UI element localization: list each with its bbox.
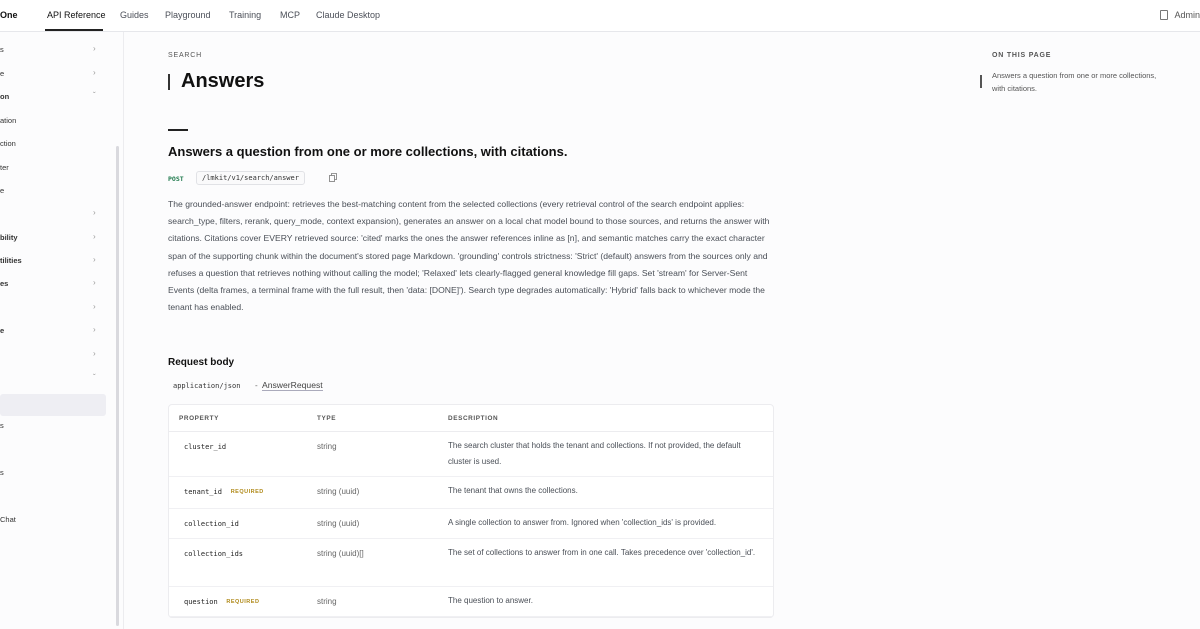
request-body-heading: Request body <box>168 357 235 368</box>
property-description: The tenant that owns the collections. <box>448 486 578 495</box>
endpoint-path: /lmkit/v1/search/answer <box>196 171 305 185</box>
sidebar-item-label: ter <box>0 163 9 172</box>
sidebar-item-label: es <box>0 279 9 288</box>
properties-table-header <box>169 405 773 432</box>
content-type: application/json <box>173 382 241 390</box>
chevron-right-icon[interactable]: › <box>93 349 96 358</box>
properties-table-body <box>169 432 773 617</box>
property-description: A single collection to answer from. Ignored when 'collection_ids' is provided. <box>448 518 717 527</box>
chevron-right-icon[interactable]: › <box>93 232 96 241</box>
sidebar-item-label: on <box>0 92 10 101</box>
property-name: question <box>184 598 218 606</box>
sidebar-item-label: s <box>0 45 4 54</box>
sidebar-item-label: tilities <box>0 256 22 265</box>
property-type: string <box>317 442 337 451</box>
properties-table <box>168 404 774 618</box>
sidebar-item-label: e <box>0 69 5 78</box>
page-title: Answers <box>181 70 265 92</box>
column-header-description: DESCRIPTION <box>448 415 499 422</box>
user-menu[interactable]: Admin <box>1174 10 1200 20</box>
property-type: string (uuid) <box>317 487 360 496</box>
chevron-right-icon[interactable]: › <box>93 208 96 217</box>
sidebar-item-label: s <box>0 468 4 477</box>
tab-training[interactable]: Training <box>229 10 262 20</box>
required-badge: REQUIRED <box>226 599 260 605</box>
copy-icon[interactable] <box>329 173 337 182</box>
table-row <box>169 587 773 617</box>
title-accent-bar <box>168 74 170 90</box>
sidebar-item-label: Chat <box>0 515 16 524</box>
tab-mcp[interactable]: MCP <box>280 10 300 20</box>
sidebar-active-highlight <box>0 394 106 416</box>
divider <box>168 129 188 131</box>
chevron-right-icon[interactable]: › <box>93 255 96 264</box>
endpoint-title: Answers a question from one or more collections, with citations. <box>168 144 568 159</box>
property-description: The set of collections to answer from in one call. Takes precedence over 'collection_id'. <box>448 548 756 557</box>
schema-link[interactable]: AnswerRequest <box>262 380 323 390</box>
column-header-type: TYPE <box>317 415 337 422</box>
table-row <box>169 432 773 477</box>
property-type: string (uuid) <box>317 519 360 528</box>
property-name: tenant_id <box>184 488 222 496</box>
required-badge: REQUIRED <box>230 489 264 495</box>
sidebar-item-label: bility <box>0 233 18 242</box>
tab-guides[interactable]: Guides <box>120 10 149 20</box>
property-name: collection_id <box>184 520 239 528</box>
tab-playground[interactable]: Playground <box>165 10 211 20</box>
endpoint-description: The grounded-answer endpoint: retrieves the best-matching content from the selected collections (every retrieval control of the search endpoint applies: search_type, filters, rerank, query_mode, context expansion), generates an answer on a local chat model bound to those sources, and returns the answer with citations. Citations cover EVERY retrieved source: 'cited' marks the ones the answer references inline as [n], and semantic matches carry the exact character span of the supporting chunk within the document's stored page Markdown. 'grounding' controls strictness: 'Strict' (default) answers from the sources only and refuses a question that retrieves nothing without calling the model; 'Relaxed' lets clearly-flagged general knowledge fill gaps. Set 'stream' for Server-Sent Events (delta frames, a terminal frame with the full result, then 'data: [DONE]'). Search type degrades automatically: 'Hybrid' falls back to whichever mode the tenant has enabled. <box>168 199 770 313</box>
property-type: string <box>317 597 337 606</box>
tab-api-reference[interactable]: API Reference <box>47 10 106 20</box>
sidebar-item-label: ation <box>0 116 17 125</box>
sidebar-item-label: ction <box>0 139 16 148</box>
sidebar-item-label: e <box>0 186 5 195</box>
brand-name[interactable]: One <box>0 10 18 20</box>
chevron-down-icon[interactable]: ˇ <box>93 91 96 100</box>
property-description: The question to answer. <box>448 596 533 605</box>
toc-heading: ON THIS PAGE <box>992 52 1052 59</box>
section-eyebrow: SEARCH <box>168 52 202 59</box>
table-row <box>169 477 773 509</box>
chevron-right-icon[interactable]: › <box>93 68 96 77</box>
table-row <box>169 509 773 539</box>
user-icon[interactable] <box>1160 10 1168 20</box>
schema-separator: - <box>255 381 258 390</box>
chevron-right-icon[interactable]: › <box>93 278 96 287</box>
column-header-property: PROPERTY <box>179 415 219 422</box>
tab-claude-desktop[interactable]: Claude Desktop <box>316 10 381 20</box>
chevron-right-icon[interactable]: › <box>93 44 96 53</box>
top-navigation-bar <box>0 0 1200 32</box>
active-tab-indicator <box>45 29 103 31</box>
sidebar-item-label: e <box>0 326 5 335</box>
sidebar-scrollbar[interactable] <box>116 146 119 626</box>
sidebar <box>0 32 124 629</box>
chevron-down-icon[interactable]: ˇ <box>93 373 96 382</box>
toc-active-indicator <box>980 75 982 88</box>
property-name: cluster_id <box>184 443 227 451</box>
http-method-badge: POST <box>168 175 184 183</box>
chevron-right-icon[interactable]: › <box>93 302 96 311</box>
property-name: collection_ids <box>184 550 244 558</box>
chevron-right-icon[interactable]: › <box>93 325 96 334</box>
property-type: string (uuid)[] <box>317 549 364 558</box>
property-description: The search cluster that holds the tenant and collections. If not provided, the default cluster is used. <box>448 441 741 466</box>
table-row <box>169 539 773 587</box>
sidebar-item-label: s <box>0 421 4 430</box>
toc-link[interactable]: Answers a question from one or more collections, with citations. <box>992 71 1157 93</box>
